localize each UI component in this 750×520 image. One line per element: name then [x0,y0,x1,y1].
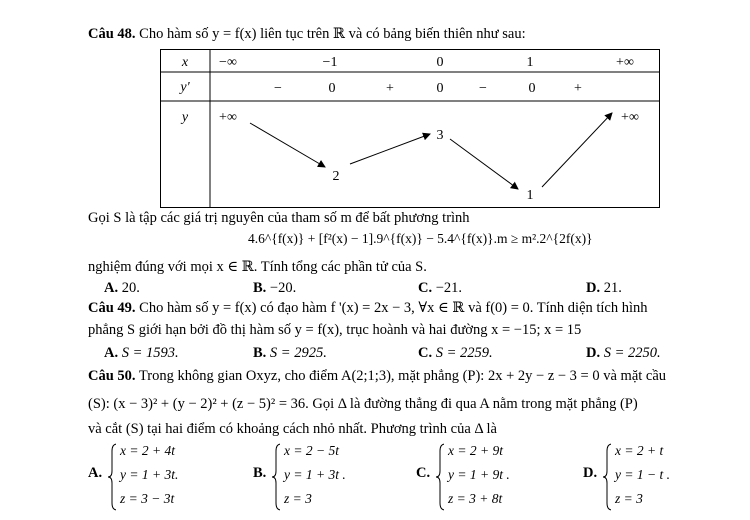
sign-7: + [574,81,582,96]
arrow-decreasing-1 [250,123,325,167]
sign-1: − [274,81,282,96]
q50-line1-row [88,368,666,385]
q48-option-d[interactable]: D. 21. [586,280,622,296]
table-border [161,50,660,208]
q50-option-a-label-wrap[interactable] [88,465,102,482]
arrow-increasing-1 [350,134,430,164]
arrow-increasing-2 [542,113,612,187]
brace-icon [108,443,116,511]
q50-option-c-label-wrap[interactable] [416,465,430,482]
arrow-decreasing-2 [450,139,518,189]
q49-option-d[interactable]: D. S = 2250. [586,345,661,361]
q49-line1: Cho hàm số y = f(x) có đạo hàm f '(x) = 2x − 3, ∀x ∈ ℝ và f(0) = 0. Tính diện tích hình [139,300,648,316]
variation-table [160,49,660,209]
q50-option-d-label-wrap[interactable] [583,465,597,482]
x-value-neg-inf: −∞ [219,55,237,70]
row-label-yprime: y' [180,80,190,95]
q49-label: Câu 49. [88,300,136,316]
q49-line2: phẳng S giới hạn bởi đồ thị hàm số y = f(x), trục hoành và hai đường x = −15; x = 15 [88,322,582,338]
q50-option-b-label: B. [253,465,267,481]
q48-line2: nghiệm đúng với mọi x ∈ ℝ. Tính tổng các phần tử của S. [88,259,427,275]
q50-line3: và cắt (S) tại hai điểm có khoảng cách nhỏ nhất. Phương trình của Δ là [88,421,497,437]
q48-stem: Cho hàm số y = f(x) liên tục trên ℝ và có bảng biến thiên như sau: [139,26,526,42]
q50-option-c-label: C. [416,465,431,481]
q49-option-c[interactable]: C. S = 2259. [418,345,493,361]
x-value-neg1: −1 [322,55,338,70]
q50-option-a-label: A. [88,465,103,481]
brace-icon [272,443,280,511]
sign-2: 0 [328,81,336,96]
q50-option-b-label-wrap[interactable] [253,465,266,482]
y-value-3: 3 [436,128,444,143]
q49-line1-row [88,300,648,317]
q50-label: Câu 50. [88,368,136,384]
y-value-1: 1 [526,188,534,203]
x-value-0: 0 [436,55,444,70]
q48-line1: Gọi S là tập các giá trị nguyên của tham số m để bất phương trình [88,210,470,226]
q50-line2: (S): (x − 3)² + (y − 2)² + (z − 5)² = 36. Gọi Δ là đường thẳng đi qua A nằm trong mặt phẳng (P) [88,396,638,412]
q50-option-d[interactable]: x = 2 + t y = 1 − t . z = 3 [603,443,698,513]
q48-option-a[interactable]: A. 20. [104,280,140,296]
q49-option-a[interactable]: A. S = 1593. [104,345,179,361]
row-label-x: x [181,55,189,70]
sign-4: 0 [436,81,444,96]
brace-icon [603,443,611,511]
q50-option-b[interactable]: x = 2 − 5t y = 1 + 3t . z = 3 [272,443,367,513]
y-value-top-left: +∞ [219,110,237,125]
q50-option-a[interactable]: x = 2 + 4t y = 1 + 3t. z = 3 − 3t [108,443,198,513]
q50-option-d-label: D. [583,465,598,481]
brace-icon [436,443,444,511]
q49-option-b[interactable]: B. S = 2925. [253,345,327,361]
x-value-1: 1 [526,55,534,70]
q48-inequality: 4.6^{f(x)} + [f²(x) − 1].9^{f(x)} − 5.4^{f(x)}.m ≥ m².2^{2f(x)} [248,231,593,246]
q48-stem-line [88,26,526,43]
x-value-pos-inf: +∞ [616,55,634,70]
q48-option-c[interactable]: C. −21. [418,280,463,296]
sign-6: 0 [528,81,536,96]
q48-label: Câu 48. [88,26,136,42]
y-value-2: 2 [332,169,340,184]
row-label-y: y [181,110,189,125]
y-value-top-right: +∞ [621,110,639,125]
q48-option-b[interactable]: B. −20. [253,280,297,296]
q50-line1: Trong không gian Oxyz, cho điểm A(2;1;3), mặt phẳng (P): 2x + 2y − z − 3 = 0 và mặt cầu [138,368,667,384]
sign-5: − [479,81,487,96]
sign-3: + [386,81,394,96]
q50-option-c[interactable]: x = 2 + 9t y = 1 + 9t . z = 3 + 8t [436,443,531,513]
